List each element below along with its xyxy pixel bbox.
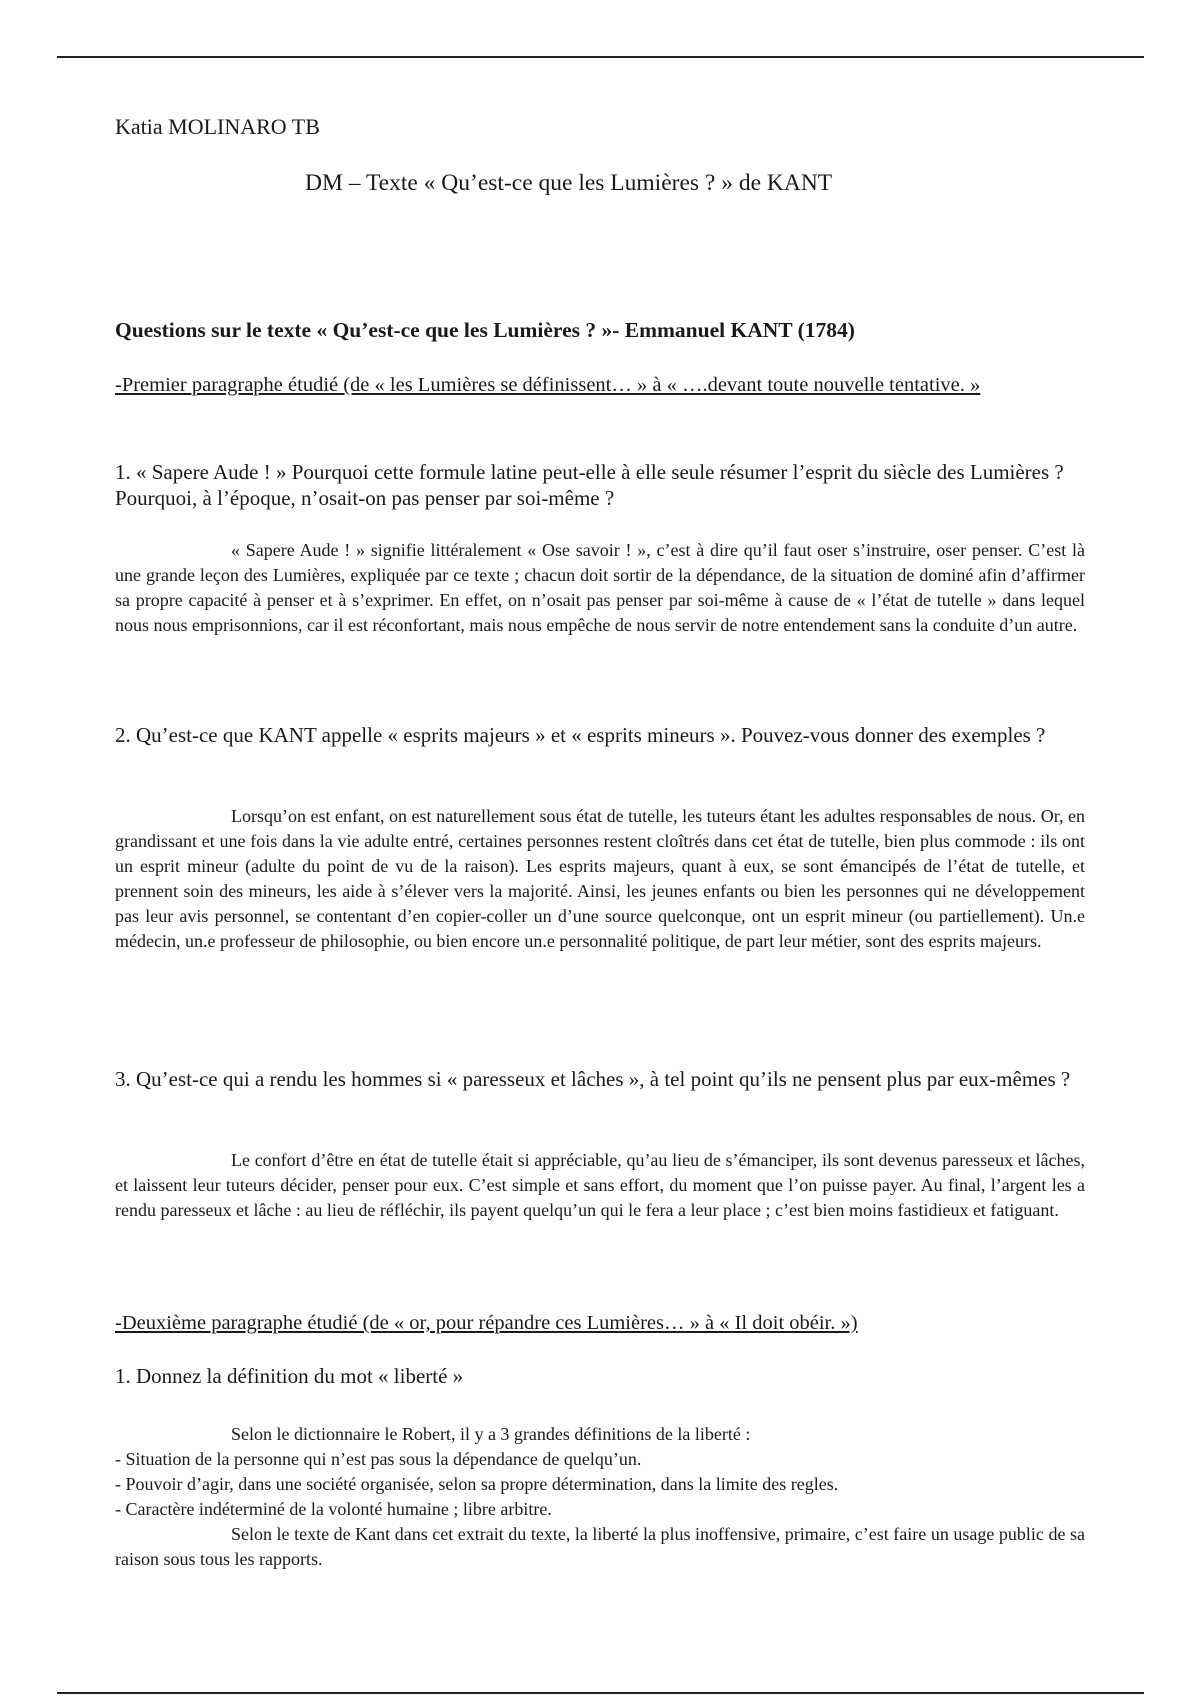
bottom-rule <box>57 1692 1144 1694</box>
answer-1-3 <box>115 1148 1085 1223</box>
top-rule <box>57 56 1144 58</box>
definition-item: - Situation de la personne qui n’est pas sous la dépendance de quelqu’un. <box>115 1449 642 1469</box>
definition-item: - Caractère indéterminé de la volonté humaine ; libre arbitre. <box>115 1499 552 1519</box>
document-title: DM – Texte « Qu’est-ce que les Lumières ? » de KANT <box>305 170 833 196</box>
section-heading-1: -Premier paragraphe étudié (de « les Lumières se définissent… » à « ….devant toute nouvelle tentative. » <box>115 374 981 396</box>
answer-2-1 <box>115 1422 1085 1522</box>
answer-2-1-conclusion <box>115 1522 1085 1572</box>
section-heading-2: -Deuxième paragraphe étudié (de « or, pour répandre ces Lumières… » à « Il doit obéir. ») <box>115 1312 858 1334</box>
answer-1-1 <box>115 538 1085 638</box>
question-2-1: 1. Donnez la définition du mot « liberté » <box>115 1364 464 1388</box>
answer-1-1-text: « Sapere Aude ! » signifie littéralement « Ose savoir ! », c’est à dire qu’il faut oser s’instruire, oser penser. C’est là une grande leçon des Lumières, expliquée par ce texte ; chacun doit sortir de la dépendance, de la situation de dominé afin d’affirmer sa propre capacité à penser et à s’exprimer. En effet, on n’osait pas penser par soi-même à cause de « l’état de tutelle » dans lequel nous nous emprisonnions, car il est réconfortant, mais nous empêche de nous servir de notre entendement sans la conduite d’un autre. <box>115 540 1085 635</box>
questions-title: Questions sur le texte « Qu’est-ce que les Lumières ? »- Emmanuel KANT (1784) <box>115 318 855 342</box>
author-name: Katia MOLINARO TB <box>115 114 320 139</box>
question-1-2: 2. Qu’est-ce que KANT appelle « esprits majeurs » et « esprits mineurs ». Pouvez-vous donner des exemples ? <box>115 723 1046 747</box>
answer-1-2 <box>115 804 1085 954</box>
answer-2-1-intro: Selon le dictionnaire le Robert, il y a 3 grandes définitions de la liberté : <box>231 1424 751 1444</box>
answer-2-1-conclusion-text: Selon le texte de Kant dans cet extrait du texte, la liberté la plus inoffensive, primaire, c’est faire un usage public de sa raison sous tous les rapports. <box>115 1524 1085 1569</box>
definition-item: - Pouvoir d’agir, dans une société organisée, selon sa propre détermination, dans la limite des regles. <box>115 1474 839 1494</box>
question-1-1: 1. « Sapere Aude ! » Pourquoi cette formule latine peut-elle à elle seule résumer l’esprit du siècle des Lumières ? Pourquoi, à l’époque, n’osait-on pas penser par soi-même ? <box>115 460 1064 510</box>
question-1-3: 3. Qu’est-ce qui a rendu les hommes si « paresseux et lâches », à tel point qu’ils ne pensent plus par eux-mêmes ? <box>115 1067 1071 1091</box>
answer-1-2-text: Lorsqu’on est enfant, on est naturellement sous état de tutelle, les tuteurs étant les adultes responsables de nous. Or, en grandissant et une fois dans la vie adulte entré, certaines personnes restent cloîtrés dans cet état de tutelle, bien plus commode : ils ont un esprit mineur (adulte du point de vu de la raison). Les esprits majeurs, quant à eux, se sont émancipés de l’état de tutelle, et prennent soin des mineurs, les aide à s’élever vers la majorité. Ainsi, les jeunes enfants ou bien les personnes qui ne développement pas leur avis personnel, se contentant d’en copier-coller un d’une source quelconque, ont un esprit mineur (ou partiellement). Un.e médecin, un.e professeur de philosophie, ou bien encore un.e personnalité politique, de part leur métier, sont des esprits majeurs. <box>115 806 1085 951</box>
answer-1-3-text: Le confort d’être en état de tutelle était si appréciable, qu’au lieu de s’émanciper, ils sont devenus paresseux et lâches, et laissent leur tuteurs décider, penser pour eux. C’est simple et sans effort, du moment que l’on puisse payer. Au final, l’argent les a rendu paresseux et lâche : au lieu de réfléchir, ils payent quelqu’un qui le fera a leur place ; c’est bien moins fastidieux et fatiguant. <box>115 1150 1085 1220</box>
